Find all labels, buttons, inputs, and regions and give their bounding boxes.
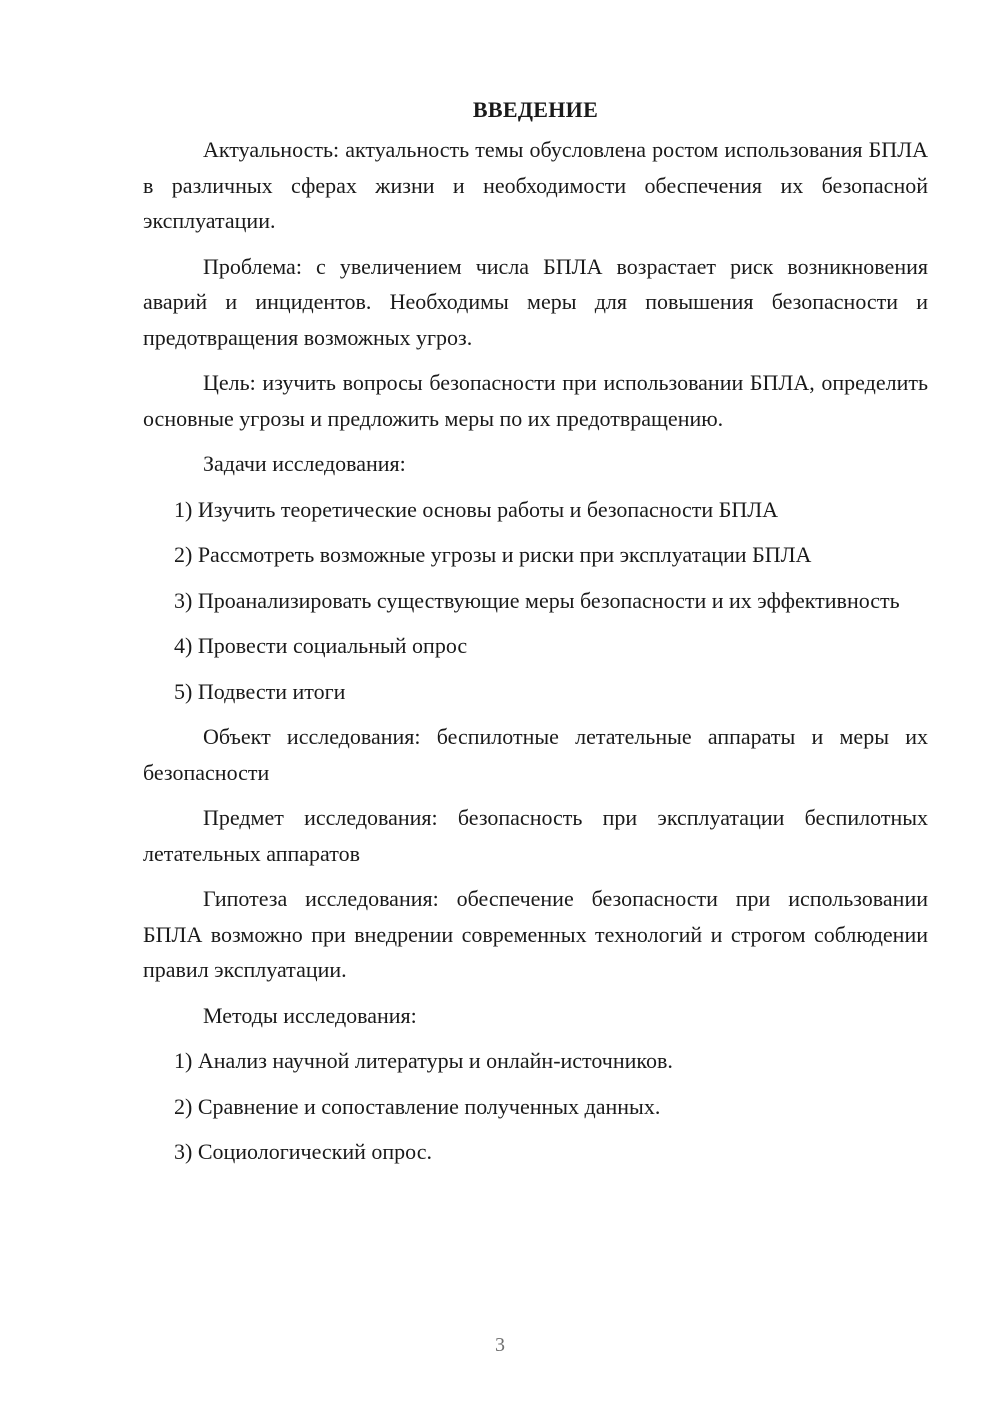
method-item-3: 3) Социологический опрос. <box>174 1139 432 1164</box>
paragraph-goal: Цель: изучить вопросы безопасности при использовании БПЛА, определить основные угрозы и предложить меры по их предотвращению. <box>143 370 928 431</box>
paragraph-object: Объект исследования: беспилотные летательные аппараты и меры их безопасности <box>143 724 928 785</box>
method-item-1: 1) Анализ научной литературы и онлайн-источников. <box>174 1048 673 1073</box>
page-number: 3 <box>495 1334 505 1356</box>
method-item-2: 2) Сравнение и сопоставление полученных данных. <box>174 1093 661 1119</box>
page-title: ВВЕДЕНИЕ <box>472 97 599 122</box>
paragraph-problem: Проблема: с увеличением числа БПЛА возрастает риск возникновения аварий и инцидентов. Необходимы меры для повышения безопасности и предотвращения возможных угроз. <box>143 253 928 350</box>
document-page <box>143 92 928 1180</box>
task-item-5: 5) Подвести итоги <box>174 678 346 704</box>
task-item-1: 1) Изучить теоретические основы работы и безопасности БПЛА <box>174 496 779 522</box>
paragraph-hypothesis: Гипотеза исследования: обеспечение безопасности при использовании БПЛА возможно при внедрении современных технологий и строгом соблюдении правил эксплуатации. <box>143 886 928 982</box>
task-item-2: 2) Рассмотреть возможные угрозы и риски при эксплуатации БПЛА <box>174 542 812 567</box>
task-item-4: 4) Провести социальный опрос <box>174 633 468 658</box>
tasks-title: Задачи исследования: <box>203 451 406 476</box>
paragraph-subject: Предмет исследования: безопасность при эксплуатации беспилотных летательных аппаратов <box>143 805 928 866</box>
methods-title: Методы исследования: <box>203 1002 417 1028</box>
paragraph-relevance: Актуальность: актуальность темы обусловлена ростом использования БПЛА в различных сферах жизни и необходимости обеспечения их безопасной эксплуатации. <box>143 137 928 233</box>
task-item-3: 3) Проанализировать существующие меры безопасности и их эффективность <box>174 587 900 613</box>
